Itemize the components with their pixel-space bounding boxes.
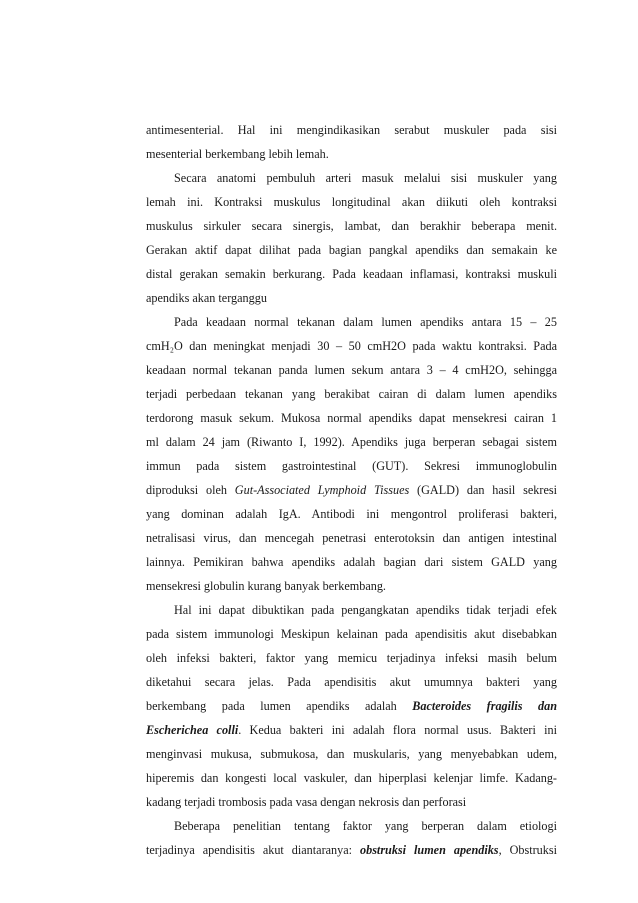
- bold-italic-term: obstruksi lumen apendiks: [360, 843, 499, 857]
- text-line: [146, 722, 557, 738]
- paragraph-first-line: [174, 170, 557, 186]
- text-line: [146, 698, 557, 714]
- text-run: Pada keadaan normal tekanan dalam lumen apendiks antara 15 – 25: [174, 315, 557, 329]
- text-run: Gerakan aktif dapat dilihat pada bagian pangkal apendiks dan semakain ke: [146, 243, 557, 257]
- text-run: terdorong masuk sekum. Mukosa normal apendiks dapat mensekresi cairan 1: [146, 411, 557, 425]
- text-run: terjadi perbedaan tekanan yang berakibat cairan di dalam lumen apendiks: [146, 387, 557, 401]
- text-line: [146, 146, 557, 162]
- text-line: [146, 626, 557, 642]
- paragraph-first-line: [174, 314, 557, 330]
- text-line: [146, 410, 557, 426]
- text-run: oleh infeksi bakteri, faktor yang memicu terjadinya infeksi masih belum: [146, 651, 557, 665]
- text-run: , Obstruksi: [498, 843, 557, 857]
- text-run: mensekresi globulin kurang banyak berkembang.: [146, 579, 386, 593]
- bold-italic-term: Bacteroides fragilis dan: [412, 699, 557, 713]
- text-run: Beberapa penelitian tentang faktor yang berperan dalam etiologi: [174, 819, 557, 833]
- text-line: [146, 434, 557, 450]
- text-run: mesenterial berkembang lebih lemah.: [146, 147, 329, 161]
- text-run: menginvasi mukusa, submukosa, dan muskularis, yang menyebabkan udem,: [146, 747, 557, 761]
- text-line: [146, 266, 557, 282]
- text-run: kadang terjadi trombosis pada vasa dengan nekrosis dan perforasi: [146, 795, 467, 809]
- text-run: keadaan normal tekanan panda lumen sekum antara 3 – 4 cmH2O, sehingga: [146, 363, 557, 377]
- text-line: [146, 386, 557, 402]
- text-run: berkembang pada lumen apendiks adalah: [146, 699, 413, 713]
- text-line: [146, 290, 557, 306]
- text-run: apendiks akan terganggu: [146, 291, 267, 305]
- text-line: [146, 242, 557, 258]
- text-run: netralisasi virus, dan mencegah penetrasi enterotoksin dan antigen intestinal: [146, 531, 557, 545]
- text-run: antimesenterial. Hal ini mengindikasikan serabut muskuler pada sisi: [146, 123, 557, 137]
- text-line: [146, 674, 557, 690]
- text-run: pada sistem immunologi Meskipun kelainan pada apendisitis akut disebabkan: [146, 627, 557, 641]
- text-run: Secara anatomi pembuluh arteri masuk melalui sisi muskuler yang: [174, 171, 557, 185]
- text-line: [146, 842, 557, 858]
- text-line: [146, 794, 557, 810]
- text-run: hiperemis dan kongesti local vaskuler, dan hiperplasi kelenjar limfe. Kadang-: [146, 771, 557, 785]
- text-line: [146, 554, 557, 570]
- text-line: [146, 338, 557, 354]
- italic-term: Gut-Associated Lymphoid Tissues: [234, 483, 410, 497]
- text-run: ml dalam 24 jam (Riwanto I, 1992). Apendiks juga berperan sebagai sistem: [146, 435, 557, 449]
- text-line: [146, 218, 557, 234]
- text-run: muskulus sirkuler secara sinergis, lambat, dan berakhir beberapa menit.: [146, 219, 557, 233]
- text-line: [146, 458, 557, 474]
- text-run: diketahui secara jelas. Pada apendisitis akut umumnya bakteri yang: [146, 675, 557, 689]
- text-run: (GALD) dan hasil sekresi: [409, 483, 557, 497]
- text-line: [146, 362, 557, 378]
- text-run: lemah ini. Kontraksi muskulus longitudinal akan diikuti oleh kontraksi: [146, 195, 557, 209]
- text-run: yang dominan adalah IgA. Antibodi ini mengontrol proliferasi bakteri,: [146, 507, 557, 521]
- text-line: [146, 770, 557, 786]
- paragraph-first-line: [174, 602, 557, 618]
- text-line: [146, 194, 557, 210]
- text-line: [146, 506, 557, 522]
- text-run: . Kedua bakteri ini adalah flora normal usus. Bakteri ini: [238, 723, 557, 737]
- text-line: [146, 122, 557, 138]
- text-line: [146, 578, 557, 594]
- text-run: cmH₂O dan meningkat menjadi 30 – 50 cmH2O pada waktu kontraksi. Pada: [146, 339, 557, 353]
- text-line: [146, 530, 557, 546]
- bold-italic-term: Escherichea colli: [146, 723, 239, 737]
- text-run: distal gerakan semakin berkurang. Pada keadaan inflamasi, kontraksi muskuli: [146, 267, 557, 281]
- text-line: [146, 746, 557, 762]
- paragraph-first-line: [174, 818, 557, 834]
- text-run: lainnya. Pemikiran bahwa apendiks adalah bagian dari sistem GALD yang: [146, 555, 557, 569]
- text-run: immun pada sistem gastrointestinal (GUT). Sekresi immunoglobulin: [146, 459, 557, 473]
- text-line: [146, 650, 557, 666]
- text-run: Hal ini dapat dibuktikan pada pengangkatan apendiks tidak terjadi efek: [174, 603, 557, 617]
- text-run: terjadinya apendisitis akut diantaranya:: [146, 843, 360, 857]
- text-line: [146, 482, 557, 498]
- text-run: diproduksi oleh: [146, 483, 235, 497]
